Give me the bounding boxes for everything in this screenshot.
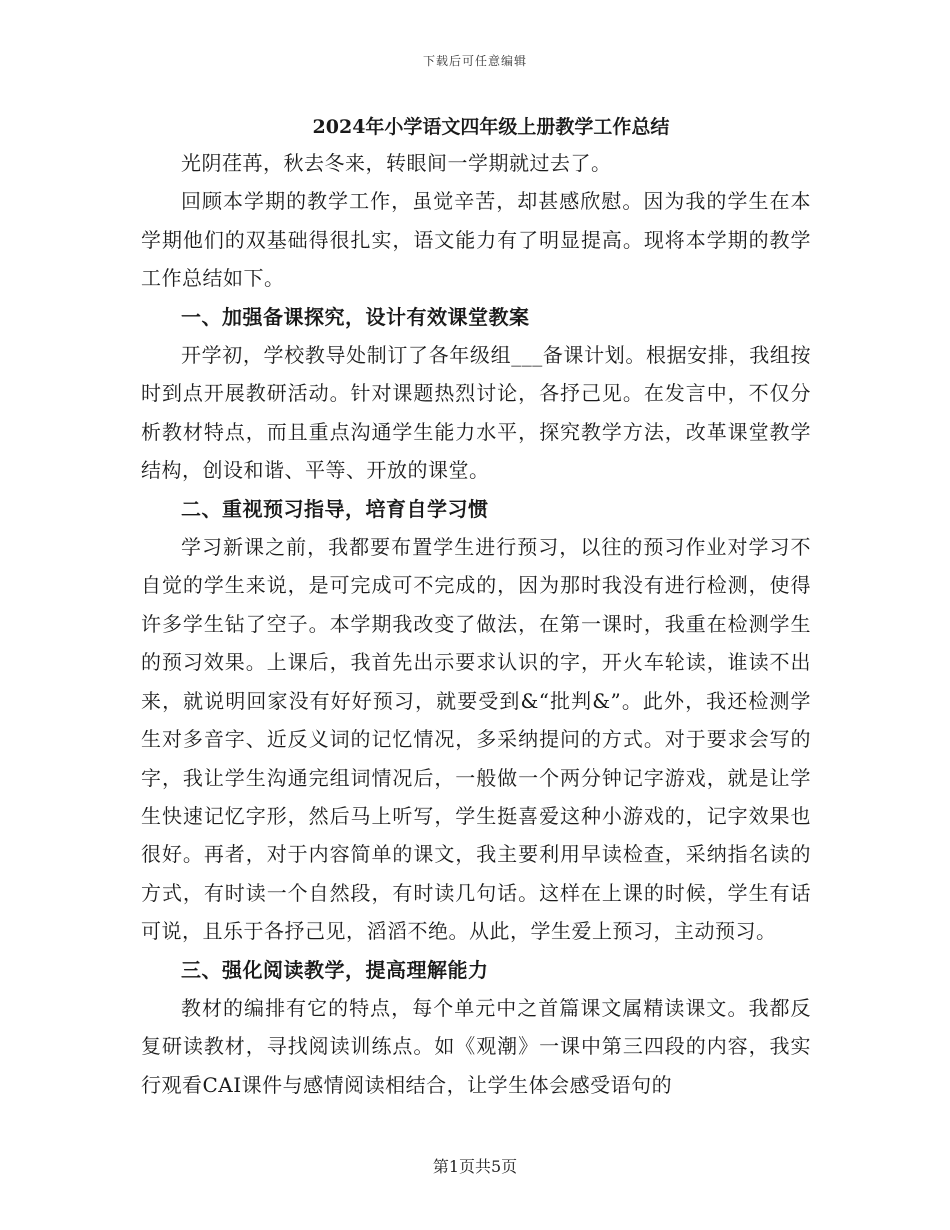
header-note: 下载后可任意编辑 (422, 54, 527, 68)
page-number: 第1页共5页 (432, 1157, 518, 1176)
paragraph-section-3: 教材的编排有它的特点，每个单元中之首篇课文属精读课文。我都反复研读教材，寻找阅读训练点。如《观潮》一课中第三四段的内容，我实行观看CAI课件与感情阅读相结合，让学生体会感受语句的 (141, 995, 811, 1097)
section-heading-3: 三、强化阅读教学，提高理解能力 (181, 957, 489, 982)
paragraph-review: 回顾本学期的教学工作，虽觉辛苦，却甚感欣慰。因为我的学生在本学期他们的双基础得很扎实，语文能力有了明显提高。现将本学期的教学工作总结如下。 (141, 189, 811, 291)
paragraph-section-2: 学习新课之前，我都要布置学生进行预习，以往的预习作业对学习不自觉的学生来说，是可完成可不完成的，因为那时我没有进行检测，使得许多学生钻了空子。本学期我改变了做法，在第一课时，我重在检测学生的预习效果。上课后，我首先出示要求认识的字，开火车轮读，谁读不出来，就说明回家没有好好预习，就要受到&“批判&”。此外，我还检测学生对多音字、近反义词的记忆情况，多采纳提问的方式。对于要求会写的字，我让学生沟通完组词情况后，一般做一个两分钟记字游戏，就是让学生快速记忆字形，然后马上听写，学生挺喜爱这种小游戏的，记字效果也很好。再者，对于内容简单的课文，我主要利用早读检查，采纳指名读的方式，有时读一个自然段，有时读几句话。这样在上课的时候，学生有话可说，且乐于各抒己见，滔滔不绝。从此，学生爱上预习，主动预习。 (141, 535, 811, 944)
section-heading-2: 二、重视预习指导，培育自学习惯 (181, 496, 489, 521)
paragraph-section-1: 开学初，学校教导处制订了各年级组___备课计划。根据安排，我组按时到点开展教研活动。针对课题热烈讨论，各抒己见。在发言中，不仅分析教材特点，而且重点沟通学生能力水平，探究教学方法，改革课堂教学结构，创设和谐、平等、开放的课堂。 (141, 343, 811, 483)
document-title: 2024年小学语文四年级上册教学工作总结 (312, 116, 670, 138)
paragraph-intro: 光阴荏苒，秋去冬来，转眼间一学期就过去了。 (181, 151, 612, 175)
section-heading-1: 一、加强备课探究，设计有效课堂教案 (181, 304, 530, 329)
document-body (141, 110, 811, 1104)
